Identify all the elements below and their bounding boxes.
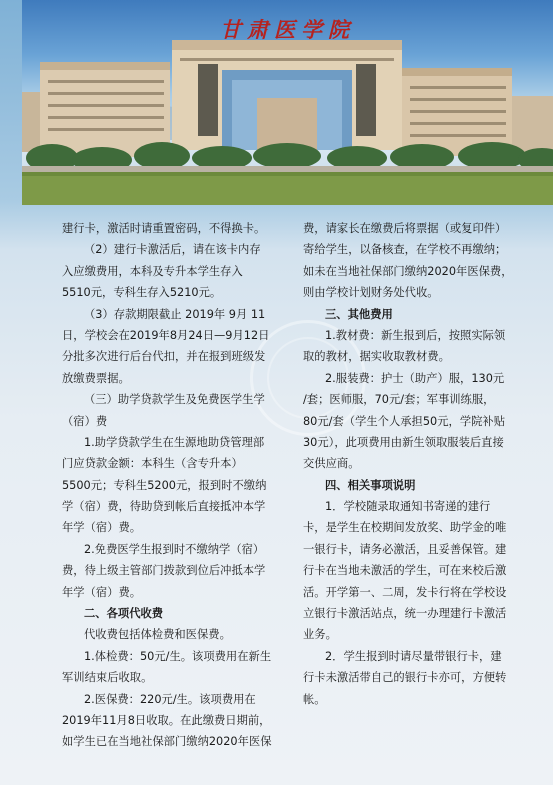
right-text-column [303,218,521,710]
text-line: 1.体检费：50元/生。该项费用在新生 [84,649,272,663]
text-line: 代收费包括体检费和医保费。 [84,628,231,642]
text-line: 5500元；专科生5200元，报到时不缴纳 [62,478,267,492]
text-line: 2.医保费：220元/生。该项费用在 [84,692,256,706]
text-line: 如未在当地社保部门缴纳2020年医保费， [303,264,513,278]
text-line: 2．学生报到时请尽量带银行卡，建 [325,649,502,663]
text-line: （2）建行卡激活后，请在该卡内存 [84,243,261,257]
text-line: 卡，是学生在校期间发放奖、助学金的唯 [303,521,507,535]
section-heading: 四、相关事项说明 [325,478,416,492]
text-line: 费，请家长在缴费后将票据（或复印件） [303,222,507,235]
text-line: /套；医师服，70元/套；军事训练服， [303,393,495,407]
text-line: 80元/套（学生个人承担50元，学院补贴 [303,414,506,428]
text-line: 分批多次进行后台代扣，并在报到班级发 [62,350,266,364]
text-line: 取的教材，据实收取教材费。 [303,350,450,364]
text-line: 30元），此项费用由新生领取服装后直接 [303,435,504,449]
section-heading: 三、其他费用 [325,307,393,321]
text-line: 立银行卡激活站点，统一办理建行卡激活 [303,607,507,621]
text-line: 门应贷款金额：本科生（含专升本） [62,457,243,471]
text-line: 学（宿）费，待助贷到帐后直接抵冲本学 [62,500,266,514]
text-line: 则由学校计划财务处代收。 [303,286,439,300]
text-line: 一银行卡，请务必激活，且妥善保管。建 [303,542,507,556]
text-line: 行卡未激活带自己的银行卡亦可，方便转 [303,671,507,685]
text-line: 帐。 [303,692,326,706]
text-line: （三）助学贷款学生及免费医学生学 [84,393,265,407]
text-line: 日，学校会在2019年8月24日—9月12日 [62,328,270,342]
text-line: 费，待上级主管部门拨款到位后冲抵本学 [62,564,266,578]
text-line: 1.助学贷款学生在生源地助贷管理部 [84,435,265,449]
text-line: 活。开学第一、二周，发卡行将在学校设 [303,585,507,599]
text-line: 军训结束后收取。 [62,671,153,685]
section-heading: 二、各项代收费 [84,607,164,621]
text-line: 入应缴费用，本科及专升本学生存入 [62,264,243,278]
campus-photo [22,0,553,205]
text-line: 业务。 [303,628,337,642]
text-line: 2.免费医学生报到时不缴纳学（宿） [84,542,265,556]
text-line: 交供应商。 [303,457,360,471]
text-line: 年学（宿）费。 [62,521,142,535]
text-line: 行卡在当地未激活的学生，可在来校后激 [303,564,507,578]
text-line: 如学生已在当地社保部门缴纳2020年医保 [62,735,272,749]
left-text-column [62,218,284,753]
text-line: 2019年11月8日收取。在此缴费日期前， [62,713,271,727]
text-line: 年学（宿）费。 [62,585,142,599]
text-line: 放缴费票据。 [62,371,130,385]
college-name-calligraphy: 甘肃医学院 [220,17,355,42]
text-line: 5510元，专科生存入5210元。 [62,286,222,300]
text-line: 建行卡，激活时请重置密码，不得换卡。 [62,222,266,235]
text-line: （宿）费 [62,414,108,428]
text-line: 寄给学生，以备核查，在学校不再缴纳； [303,243,507,257]
text-line: 1.教材费：新生报到后，按照实际领 [325,328,506,342]
text-line: 1．学校随录取通知书寄递的建行 [325,500,491,514]
text-line: （3）存款期限截止 2019年 9月 11 [84,307,266,321]
text-line: 2.服装费：护士（助产）服，130元 [325,371,505,385]
